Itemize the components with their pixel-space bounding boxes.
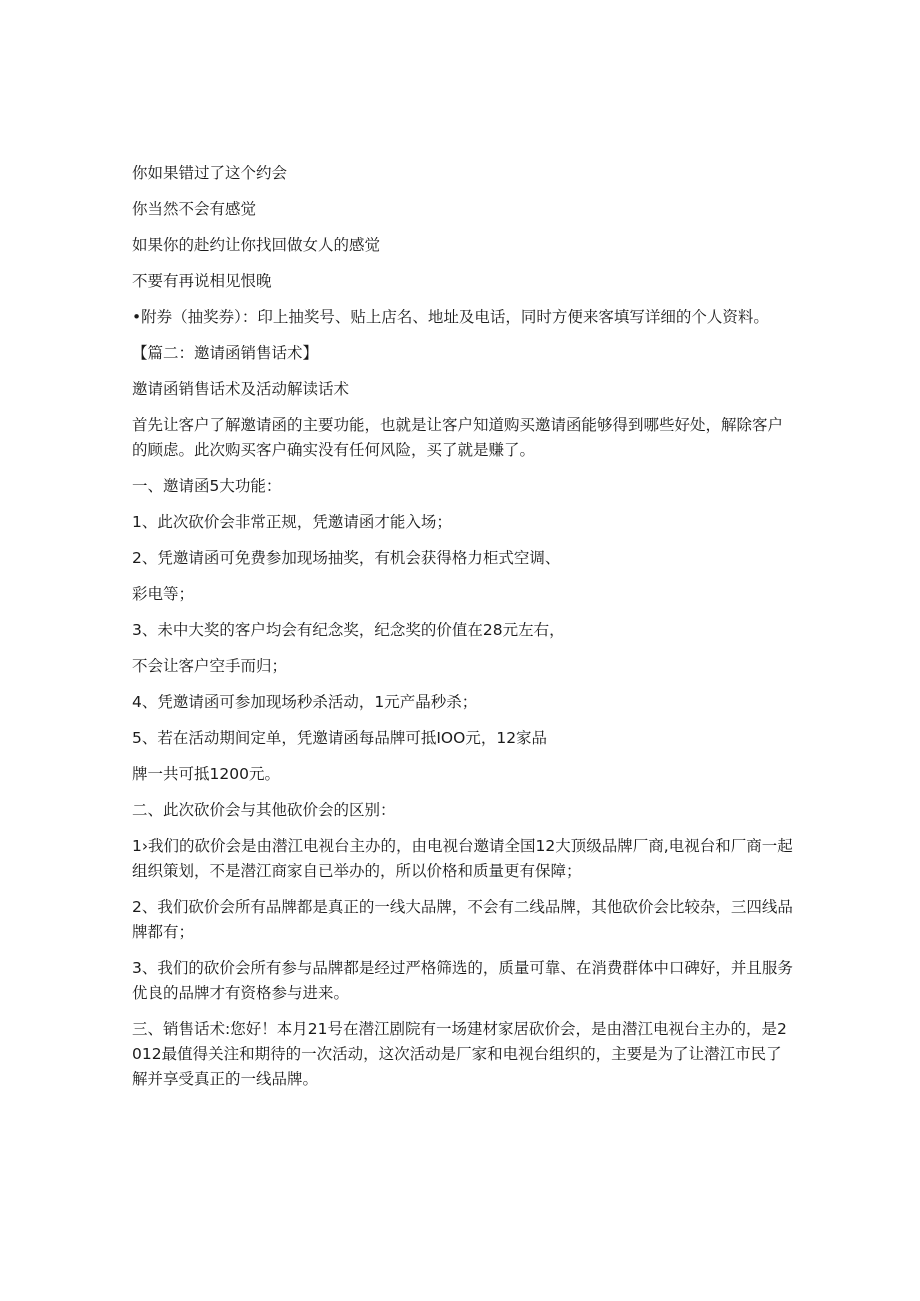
- paragraph: 邀请函销售话术及活动解读话术: [132, 380, 350, 398]
- document-body: [132, 161, 796, 1103]
- paragraph: 不会让客户空手而归；: [132, 657, 288, 675]
- paragraph: 2、凭邀请函可免费参加现场抽奖，有机会获得格力柜式空调、: [132, 549, 561, 567]
- paragraph: 彩电等；: [132, 585, 195, 603]
- paragraph: 4、凭邀请函可参加现场秒杀活动，1元产晶秒杀；: [132, 693, 478, 711]
- paragraph: 一、邀请函5大功能：: [132, 477, 282, 495]
- paragraph: 1›我们的砍价会是由潜江电视台主办的，由电视台邀请全国12大顶级品牌厂商,电视台和厂商一起组织策划，不是潜江商家自已举办的，所以价格和质量更有保障；: [132, 837, 793, 880]
- paragraph: 牌一共可抵1200元。: [132, 765, 280, 783]
- paragraph: 你当然不会有感觉: [132, 200, 257, 218]
- paragraph: 不要有再说相见恨晚: [132, 272, 272, 290]
- paragraph: 你如果错过了这个约会: [132, 164, 288, 182]
- paragraph: 2、我们砍价会所有品牌都是真正的一线大品牌，不会有二线品牌，其他砍价会比较杂，三四线品牌都有；: [132, 898, 793, 941]
- paragraph: 二、此次砍价会与其他砍价会的区别：: [132, 801, 396, 819]
- paragraph: •附券（抽奖券）：印上抽奖号、贴上店名、地址及电话，同时方便来客填写详细的个人资料。: [132, 308, 769, 326]
- paragraph: 首先让客户了解邀请函的主要功能，也就是让客户知道购买邀请函能够得到哪些好处，解除客户的顾虑。此次购买客户确实没有任何风险，买了就是赚了。: [132, 416, 784, 459]
- paragraph: 如果你的赴约让你找回做女人的感觉: [132, 236, 381, 254]
- paragraph: 3、未中大奖的客户均会有纪念奖，纪念奖的价值在28元左右，: [132, 621, 565, 639]
- section-heading: 【篇二：邀请函销售话术】: [132, 344, 319, 362]
- paragraph: 三、销售话术:您好！本月21号在潜江剧院有一场建材家居砍价会，是由潜江电视台主办的，是2012最值得关注和期待的一次活动，这次活动是厂家和电视台组织的，主要是为了让潜江市民了解并享受真正的一线品牌。: [132, 1020, 787, 1088]
- paragraph: 1、此次砍价会非常正规，凭邀请函才能入场；: [132, 513, 452, 531]
- paragraph: 5、若在活动期间定单，凭邀请函每品牌可抵IOO元，12家品: [132, 729, 548, 747]
- paragraph: 3、我们的砍价会所有参与品牌都是经过严格筛选的，质量可靠、在消费群体中口碑好，并且服务优良的品牌才有资格参与进来。: [132, 959, 793, 1002]
